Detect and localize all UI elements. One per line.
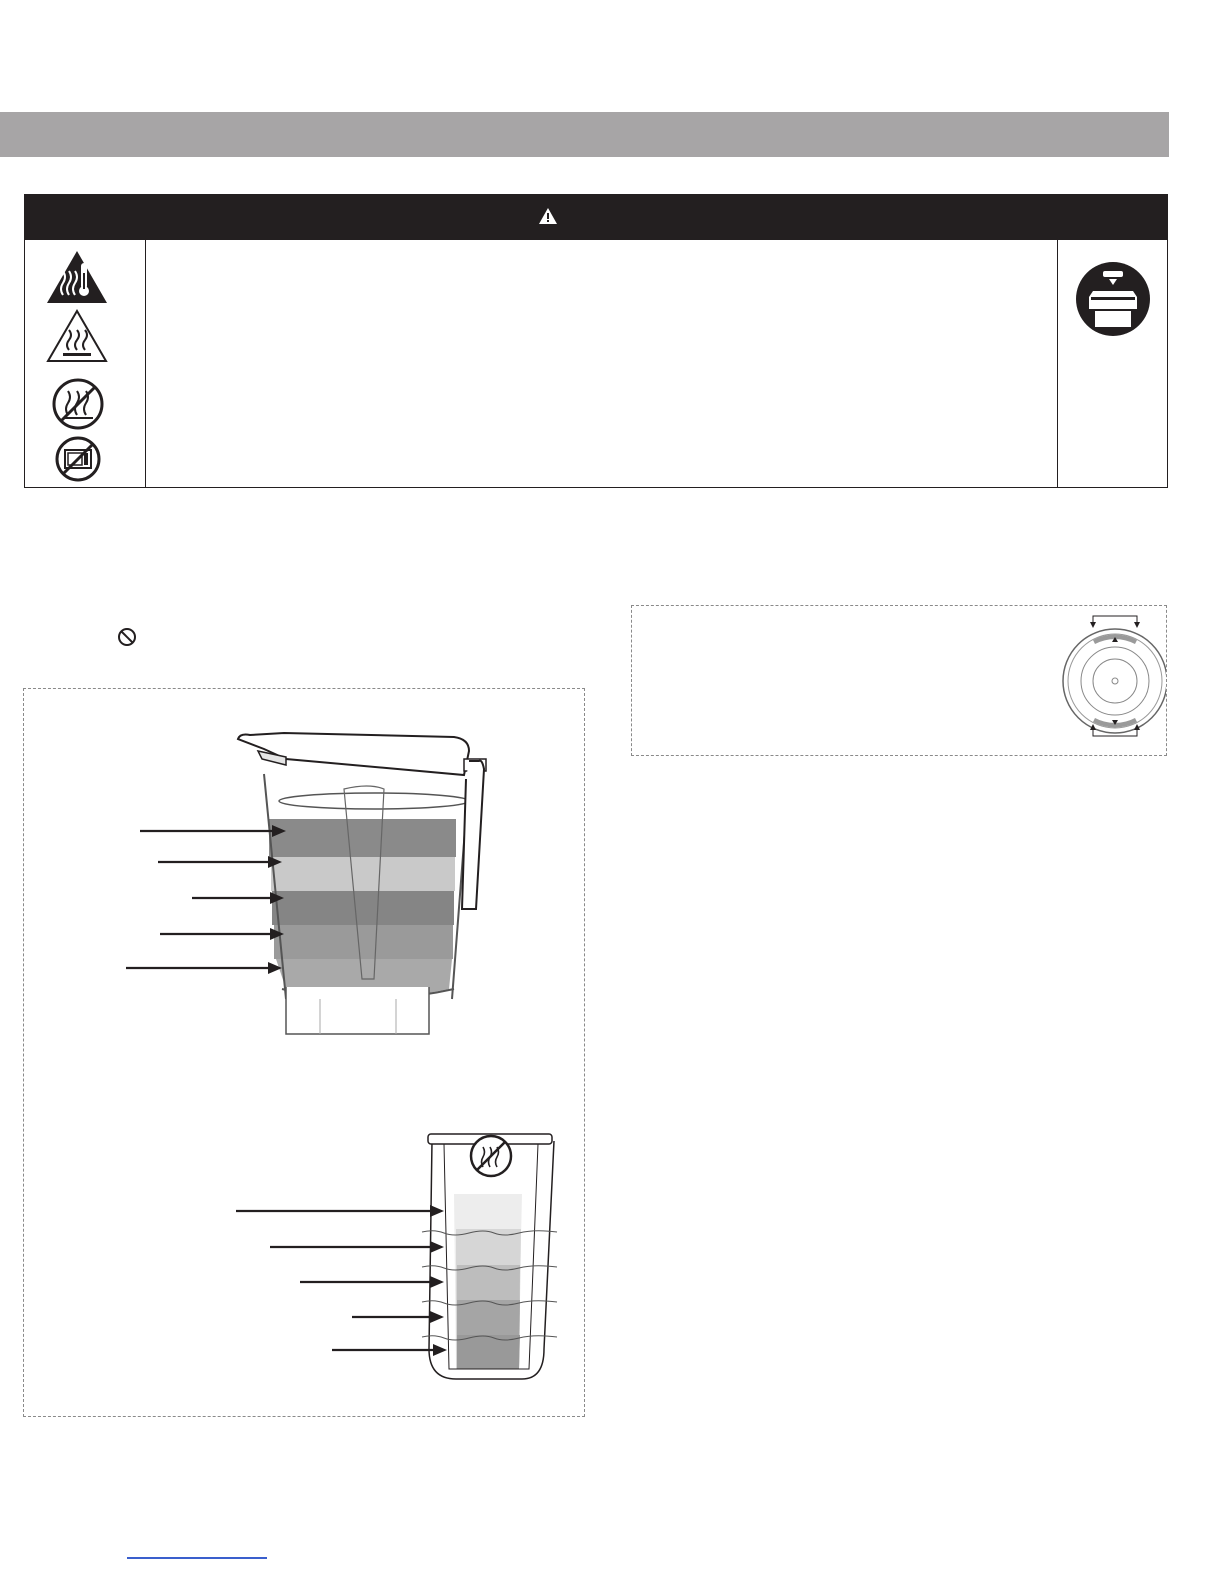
fill-band-3 — [272, 891, 454, 925]
no-hot-liquid-icon — [51, 377, 105, 431]
blending-cup-illustration — [422, 1134, 557, 1379]
warning-divider-left — [145, 240, 146, 488]
lid-alignment-figure — [631, 605, 1167, 756]
blender-container-illustration — [238, 733, 486, 1034]
footer-link[interactable] — [127, 1557, 267, 1559]
lid-secure-icon — [1075, 261, 1151, 337]
fill-level-diagram — [24, 689, 584, 1416]
temperature-warning-icon — [45, 249, 109, 305]
fill-level-figure — [23, 688, 585, 1417]
warning-divider-right — [1057, 240, 1058, 488]
fill-band-4 — [274, 925, 453, 959]
warning-box — [24, 194, 1168, 488]
warning-header — [25, 195, 1167, 240]
section-header-band — [0, 112, 1169, 157]
warning-triangle-icon — [538, 207, 558, 225]
lid-alignment-diagram — [632, 606, 1166, 755]
no-microwave-icon — [54, 435, 102, 483]
prohibited-icon — [117, 627, 137, 647]
hot-surface-icon — [45, 308, 109, 364]
fill-band-2 — [271, 857, 455, 891]
fill-band-1 — [269, 819, 456, 857]
